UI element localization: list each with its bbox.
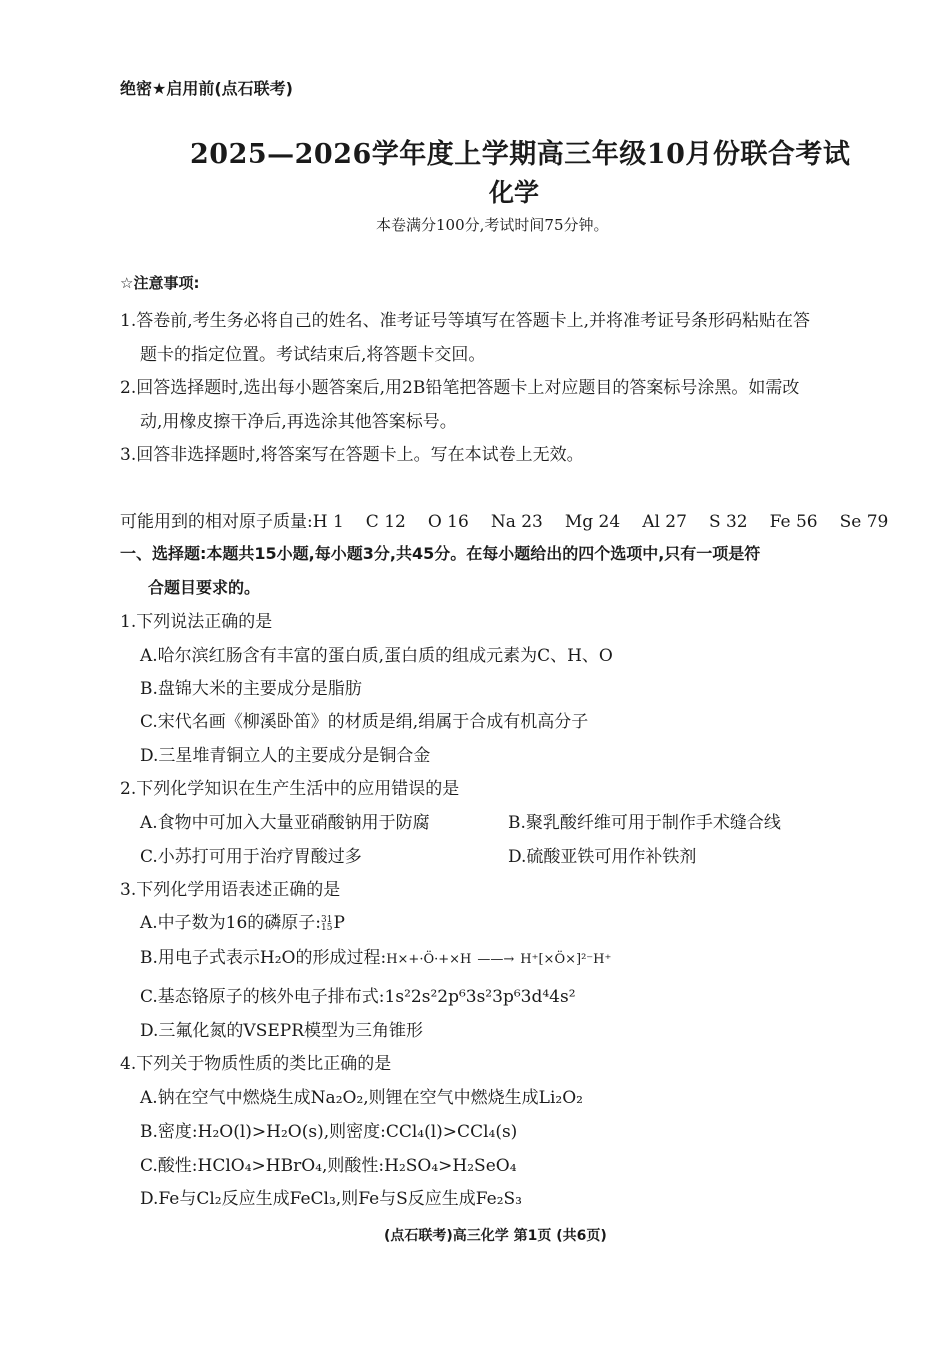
notes-heading: ☆注意事项: — [120, 274, 200, 292]
mass-fe: Fe 56 — [769, 512, 818, 532]
exam-title: 2025—2026学年度上学期高三年级10月份联合考试 — [190, 139, 851, 170]
confidential-label: 绝密★启用前(点石联考) — [120, 79, 293, 98]
q3-option-c-text: C.基态铬原子的核外电子排布式: — [140, 987, 385, 1007]
section1-line-2: 合题目要求的。 — [148, 578, 261, 597]
q3-option-a — [140, 908, 345, 933]
subject-title: 化学 — [489, 178, 540, 207]
atomic-masses — [120, 507, 888, 532]
reaction-arrow: ——→ — [477, 952, 515, 967]
q1-option-d: D.三星堆青铜立人的主要成分是铜合金 — [140, 746, 431, 766]
mass-o: O 16 — [427, 512, 469, 532]
mass-c: C 12 — [365, 512, 406, 532]
q1-option-b: B.盘锦大米的主要成分是脂肪 — [140, 679, 362, 699]
note-3-line-1: 3.回答非选择题时,将答案写在答题卡上。写在本试卷上无效。 — [120, 445, 584, 465]
nuclide-notation — [321, 916, 332, 932]
q2-option-d: D.硫酸亚铁可用作补铁剂 — [508, 847, 697, 867]
atomic-masses-label: 可能用到的相对原子质量: — [120, 512, 313, 532]
mass-na: Na 23 — [490, 512, 543, 532]
q3-option-b-text: B.用电子式表示H₂O的形成过程: — [140, 948, 387, 968]
q4-option-d: D.Fe与Cl₂反应生成FeCl₃,则Fe与S反应生成Fe₂S₃ — [140, 1189, 522, 1209]
mass-h: H 1 — [312, 512, 344, 532]
electron-formula-reactants: H×+·Ö·+×H — [386, 952, 472, 967]
q2-option-b: B.聚乳酸纤维可用于制作手术缝合线 — [508, 813, 781, 833]
q4-option-c: C.酸性:HClO₄>HBrO₄,则酸性:H₂SO₄>H₂SeO₄ — [140, 1156, 517, 1176]
q3-stem: 3.下列化学用语表述正确的是 — [120, 880, 341, 900]
exam-meta: 本卷满分100分,考试时间75分钟。 — [376, 216, 609, 234]
mass-s: S 32 — [708, 512, 748, 532]
q3-option-c — [140, 982, 576, 1007]
q3-option-a-text: A.中子数为16的磷原子: — [140, 913, 322, 933]
mass-se: Se 79 — [839, 512, 889, 532]
q2-option-c: C.小苏打可用于治疗胃酸过多 — [140, 847, 362, 867]
mass-mg: Mg 24 — [564, 512, 621, 532]
q3-option-d: D.三氟化氮的VSEPR模型为三角锥形 — [140, 1021, 423, 1041]
q4-option-b: B.密度:H₂O(l)>H₂O(s),则密度:CCl₄(l)>CCl₄(s) — [140, 1122, 518, 1142]
q4-stem: 4.下列关于物质性质的类比正确的是 — [120, 1054, 392, 1074]
q1-stem: 1.下列说法正确的是 — [120, 612, 273, 632]
note-2-line-2: 动,用橡皮擦干净后,再选涂其他答案标号。 — [140, 412, 457, 432]
electron-formula-product: H⁺[×Ö×]²⁻H⁺ — [520, 952, 612, 967]
note-1-line-1: 1.答卷前,考生务必将自己的姓名、准考证号等填写在答题卡上,并将准考证号条形码粘贴在答 — [120, 311, 811, 331]
note-1-line-2: 题卡的指定位置。考试结束后,将答题卡交回。 — [140, 345, 486, 365]
atomic-number: 15 — [321, 922, 333, 933]
mass-number: 31 — [321, 914, 333, 925]
section1-line-1: 一、选择题:本题共15小题,每小题3分,共45分。在每小题给出的四个选项中,只有一项是符 — [120, 544, 761, 563]
electron-configuration: 1s²2s²2p⁶3s²3p⁶3d⁴4s² — [384, 987, 576, 1007]
mass-al: Al 27 — [642, 512, 687, 532]
q3-option-b — [140, 943, 611, 968]
q2-option-a: A.食物中可加入大量亚硝酸钠用于防腐 — [140, 813, 430, 833]
note-2-line-1: 2.回答选择题时,选出每小题答案后,用2B铅笔把答题卡上对应题目的答案标号涂黑。如需改 — [120, 378, 800, 398]
q2-stem: 2.下列化学知识在生产生活中的应用错误的是 — [120, 779, 460, 799]
q4-option-a: A.钠在空气中燃烧生成Na₂O₂,则锂在空气中燃烧生成Li₂O₂ — [140, 1088, 583, 1108]
q1-option-c: C.宋代名画《柳溪卧笛》的材质是绢,绢属于合成有机高分子 — [140, 712, 589, 732]
page-footer: (点石联考)高三化学 第1页 (共6页) — [384, 1228, 607, 1244]
element-symbol: P — [333, 913, 345, 933]
q1-option-a: A.哈尔滨红肠含有丰富的蛋白质,蛋白质的组成元素为C、H、O — [140, 646, 613, 666]
